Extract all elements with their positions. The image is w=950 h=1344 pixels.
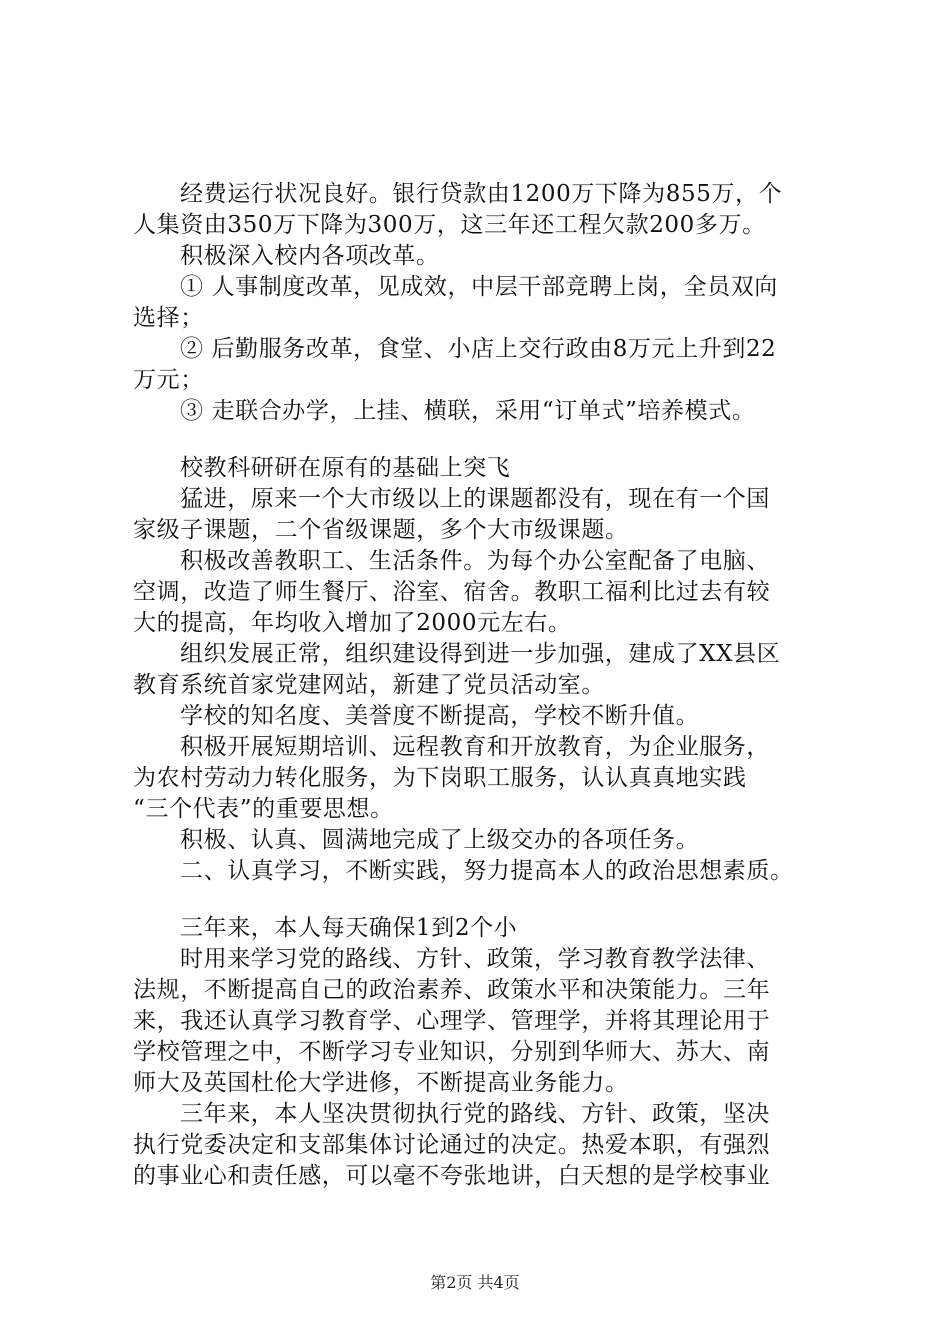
text-line: 大的提高，年均收入增加了2000元左右。 bbox=[133, 610, 572, 636]
text-line: 万元； bbox=[133, 367, 204, 393]
text-line: 积极、认真、圆满地完成了上级交办的各项任务。 bbox=[180, 827, 700, 853]
text-line: 积极深入校内各项改革。 bbox=[180, 243, 440, 269]
text-line: 师大及英国杜伦大学进修，不断提高业务能力。 bbox=[133, 1070, 629, 1096]
text-line: ② 后勤服务改革，食堂、小店上交行政由8万元上升到22 bbox=[180, 336, 777, 362]
text-line: 学校管理之中，不断学习专业知识，分别到华师大、苏大、南 bbox=[133, 1039, 771, 1065]
page-footer: 第2页 共4页 bbox=[430, 1273, 520, 1292]
text-line: 法规，不断提高自己的政治素养、政策水平和决策能力。三年 bbox=[133, 977, 771, 1003]
text-line: 为农村劳动力转化服务，为下岗职工服务，认认真真地实践 bbox=[133, 765, 747, 791]
text-line: 时用来学习党的路线、方针、政策，学习教育教学法律、 bbox=[180, 946, 770, 972]
text-line: 二、认真学习，不断实践，努力提高本人的政治思想素质。 bbox=[180, 858, 794, 884]
text-line: “三个代表”的重要思想。 bbox=[133, 796, 394, 822]
text-line: 经费运行状况良好。银行贷款由1200万下降为855万，个 bbox=[180, 181, 783, 207]
text-line: 的事业心和责任感，可以毫不夸张地讲，白天想的是学校事业 bbox=[133, 1163, 771, 1189]
text-line: 人集资由350万下降为300万，这三年还工程欠款200多万。 bbox=[133, 212, 766, 238]
text-line: 选择； bbox=[133, 305, 204, 331]
text-line: 三年来，本人每天确保1到2个小 bbox=[180, 915, 518, 941]
text-line: 三年来，本人坚决贯彻执行党的路线、方针、政策，坚决 bbox=[180, 1101, 770, 1127]
text-line: 积极改善教职工、生活条件。为每个办公室配备了电脑、 bbox=[180, 548, 770, 574]
text-line: 猛进，原来一个大市级以上的课题都没有，现在有一个国 bbox=[180, 486, 770, 512]
text-line: ① 人事制度改革，见成效，中层干部竞聘上岗，全员双向 bbox=[180, 274, 778, 300]
text-line: 积极开展短期培训、远程教育和开放教育，为企业服务， bbox=[180, 734, 770, 760]
text-line: 组织发展正常，组织建设得到进一步加强，建成了XX县区 bbox=[180, 641, 781, 667]
text-line: 来，我还认真学习教育学、心理学、管理学，并将其理论用于 bbox=[133, 1008, 771, 1034]
text-line: 执行党委决定和支部集体讨论通过的决定。热爱本职，有强烈 bbox=[133, 1132, 771, 1158]
text-line: 家级子课题，二个省级课题，多个大市级课题。 bbox=[133, 517, 629, 543]
text-line: 校教科研研在原有的基础上突飞 bbox=[180, 455, 511, 481]
text-line: 空调，改造了师生餐厅、浴室、宿舍。教职工福利比过去有较 bbox=[133, 579, 771, 605]
text-line: ③ 走联合办学，上挂、横联，采用“订单式”培养模式。 bbox=[180, 398, 756, 424]
text-line: 学校的知名度、美誉度不断提高，学校不断升值。 bbox=[180, 703, 700, 729]
text-line: 教育系统首家党建网站，新建了党员活动室。 bbox=[133, 672, 605, 698]
